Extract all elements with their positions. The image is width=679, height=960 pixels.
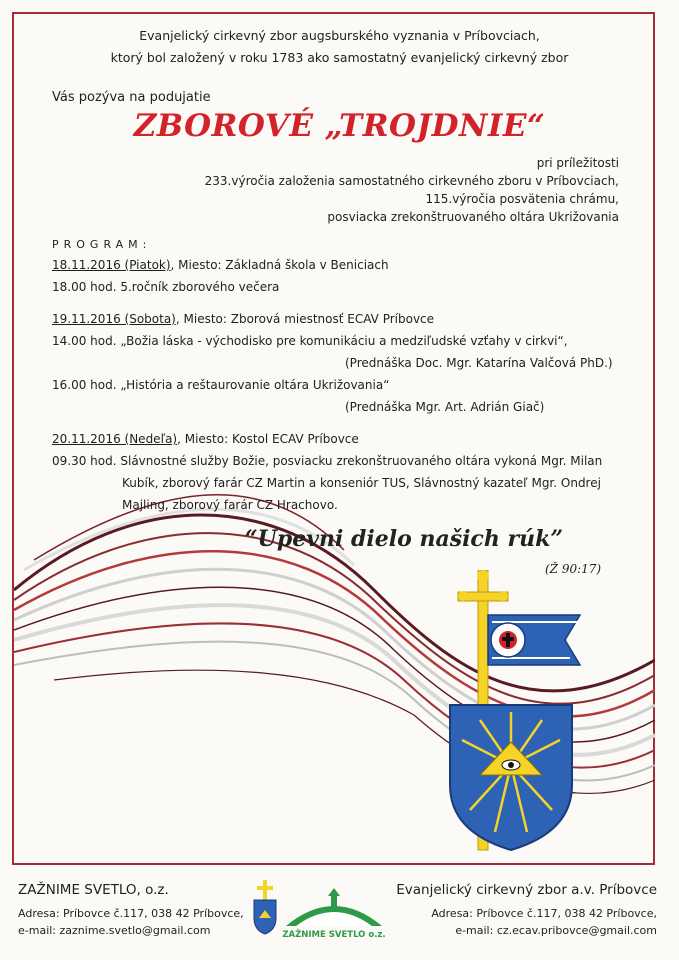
day2-date: 19.11.2016 (Sobota) — [52, 312, 176, 326]
cross-emblem — [440, 570, 590, 860]
day1-date: 18.11.2016 (Piatok) — [52, 258, 171, 272]
day3-item-1-line-1: 09.30 hod. Slávnostné služby Božie, posviacku zrekonštruovaného oltára vykoná Mgr. Milan — [52, 454, 603, 468]
day2-item-1: 14.00 hod. „Božia láska - východisko pre komunikáciu a medziľudské vzťahy v cirkvi“, — [52, 334, 568, 348]
day2-place: , Miesto: Zborová miestnosť ECAV Príbovce — [175, 312, 435, 326]
footer-left-name: ZAŽNIME SVETLO, o.z. — [18, 882, 169, 898]
occasion-line-2: 233.výročia založenia samostatného cirkevného zboru v Príbovciach, — [204, 174, 619, 188]
header-line-1: Evanjelický cirkevný zbor augsburského vyznania v Príbovciach, — [139, 28, 540, 43]
day3-heading — [52, 432, 359, 446]
footer-left-address: Adresa: Príbovce č.117, 038 42 Príbovce, — [18, 907, 244, 920]
footer-right-email: e-mail: cz.ecav.pribovce@gmail.com — [455, 924, 657, 937]
occasion-line-3: 115.výročia posvätenia chrámu, — [425, 192, 619, 206]
day1-heading — [52, 258, 389, 272]
small-crest-icon — [252, 880, 278, 936]
footer-left-email: e-mail: zaznime.svetlo@gmail.com — [18, 924, 211, 937]
day2-item-1-note: (Prednáška Doc. Mgr. Katarína Valčová PhD.) — [345, 356, 613, 370]
day2-item-2-note: (Prednáška Mgr. Art. Adrián Giač) — [345, 400, 545, 414]
occasion-line-4: posviacka zrekonštruovaného oltára Ukrižovania — [327, 210, 619, 224]
event-title: ZBOROVÉ „TROJDNIE“ — [133, 108, 546, 144]
logo-text: ZAŽNIME SVETLO o.z. — [282, 930, 386, 940]
day3-item-1-line-3: Majling, zborový farár CZ Hrachovo. — [122, 498, 338, 512]
motto: “Upevni dielo našich rúk” — [245, 526, 563, 552]
day3-item-1-line-2: Kubík, zborový farár CZ Martin a konseniór TUS, Slávnostný kazateľ Mgr. Ondrej — [122, 476, 601, 490]
program-label: PROGRAM: — [52, 238, 152, 251]
occasion-line-1: pri príležitosti — [536, 156, 619, 170]
motto-reference: (Ž 90:17) — [545, 562, 602, 576]
day1-item-1: 18.00 hod. 5.ročník zborového večera — [52, 280, 280, 294]
day3-date: 20.11.2016 (Nedeľa) — [52, 432, 178, 446]
footer-right-name: Evanjelický cirkevný zbor a.v. Príbovce — [396, 882, 657, 898]
day2-item-2: 16.00 hod. „História a reštaurovanie oltára Ukrižovania“ — [52, 378, 390, 392]
day2-heading — [52, 312, 434, 326]
header-line-2: ktorý bol založený v roku 1783 ako samostatný evanjelický cirkevný zbor — [110, 50, 569, 65]
day3-place: , Miesto: Kostol ECAV Príbovce — [177, 432, 359, 446]
invite-text: Vás pozýva na podujatie — [52, 90, 211, 105]
day1-place: , Miesto: Základná škola v Beniciach — [170, 258, 389, 272]
footer-right-address: Adresa: Príbovce č.117, 038 42 Príbovce, — [431, 907, 657, 920]
zaznime-svetlo-logo — [282, 888, 387, 940]
